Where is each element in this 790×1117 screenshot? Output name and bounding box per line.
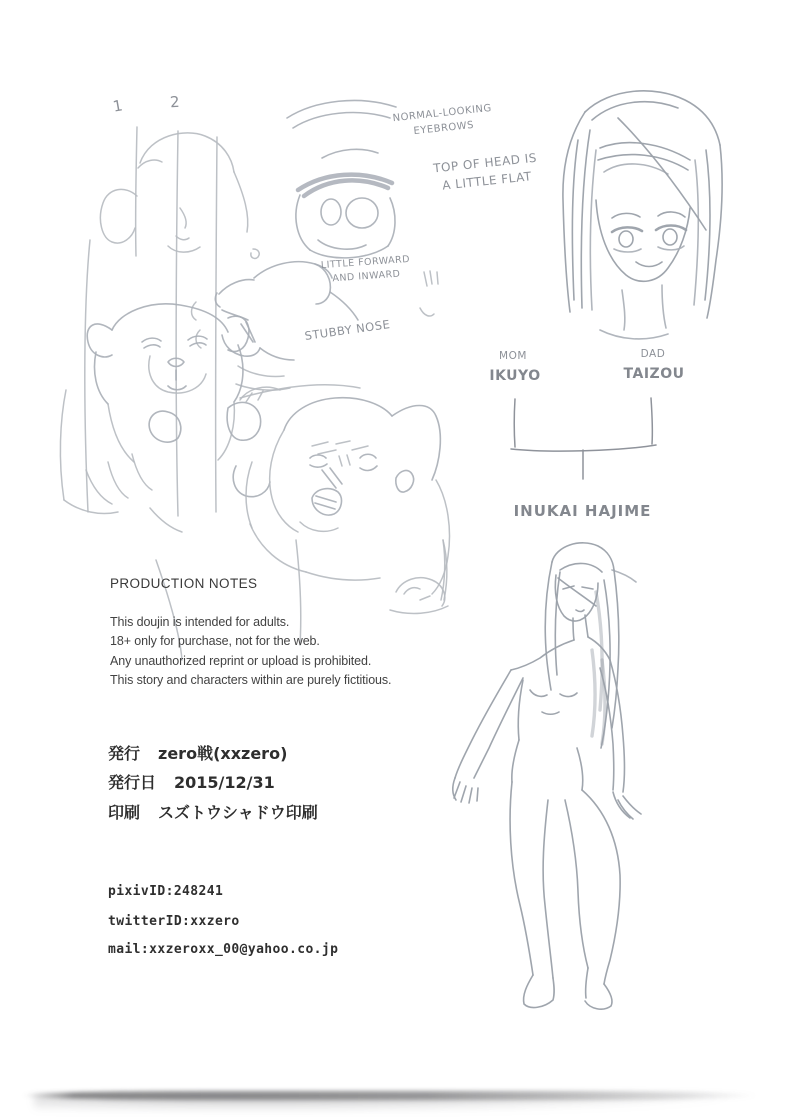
date-label: 発行日 [108, 773, 157, 792]
puppy-in-hand-sketch [60, 304, 300, 660]
annotation-stubby-nose: STUBBY NOSE [303, 317, 392, 343]
production-notes-line: Any unauthorized reprint or upload is prohibited. [110, 653, 372, 668]
family-tree-lines [511, 398, 656, 479]
printer-line [108, 800, 318, 823]
annotation-digit-2: 2 [169, 92, 181, 112]
lying-dog-sketch [240, 385, 450, 614]
production-notes-line: This doujin is intended for adults. [110, 615, 290, 629]
family-tree-dad-label: DAD [640, 348, 666, 360]
family-tree-mom-label: MOM [499, 350, 527, 362]
publisher-line [108, 741, 287, 764]
annotation-ears-line1: LITTLE FORWARD [320, 253, 411, 272]
production-notes-body [110, 613, 391, 690]
pixiv-id: pixivID:248241 [108, 884, 224, 899]
family-tree-child-name: INUKAI HAJIME [513, 502, 652, 520]
date-value: 2015/12/31 [174, 773, 275, 792]
printer-label: 印刷 [108, 803, 141, 822]
date-line [108, 770, 275, 793]
girl-head-sketch [563, 91, 722, 339]
page-bottom-shadow-soft [34, 1096, 734, 1112]
production-notes-title: PRODUCTION NOTES [110, 576, 258, 591]
annotation-head-line2: A LITTLE FLAT [441, 169, 533, 193]
printer-value: スズトウシャドウ印刷 [158, 803, 318, 822]
annotation-ears-line2: AND INWARD [332, 268, 401, 285]
annotation-head-line1: TOP OF HEAD IS [432, 150, 538, 176]
twitter-id: twitterID:xxzero [108, 914, 240, 929]
family-tree-dad-name: TAIZOU [623, 366, 685, 382]
publisher-label: 発行 [108, 744, 141, 763]
annotation-eyebrows-line1: NORMAL-LOOKING [392, 102, 493, 125]
production-notes-line: 18+ only for purchase, not for the web. [110, 634, 320, 649]
annotation-eyebrows-line2: EYEBROWS [413, 119, 475, 138]
face-study-sketch [85, 127, 259, 516]
standing-figure-sketch [443, 540, 641, 1009]
mail-address: mail:xxzeroxx_00@yahoo.co.jp [108, 942, 339, 957]
production-notes-line: This story and characters within are purely fictitious. [110, 672, 392, 687]
family-tree-mom-name: IKUYO [489, 368, 541, 384]
annotation-digit-1: 1 [111, 96, 125, 116]
publisher-value: zero戦(xxzero) [158, 744, 288, 763]
